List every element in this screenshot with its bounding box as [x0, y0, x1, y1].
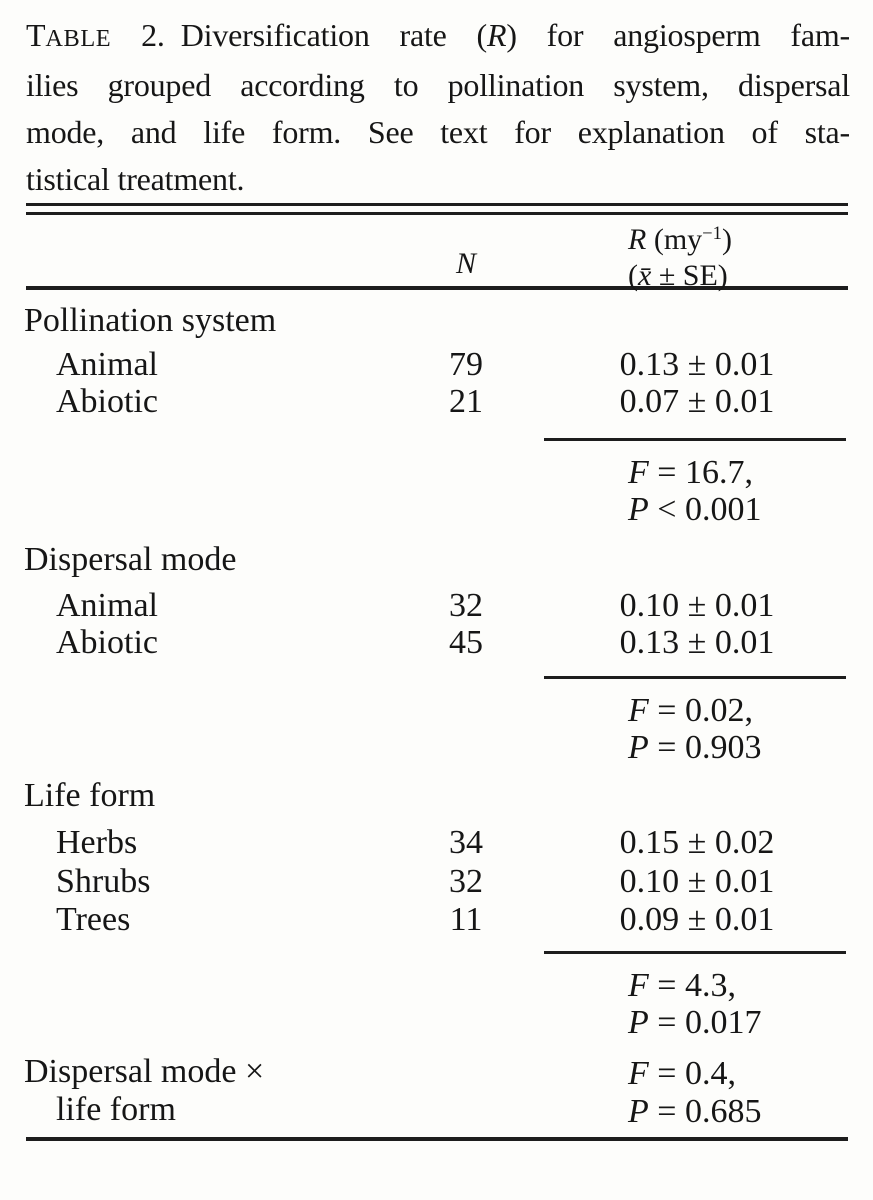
stat-p-value: < 0.001: [648, 491, 762, 528]
stat-p: [628, 491, 761, 529]
stat-f-value: = 4.3,: [648, 967, 736, 1004]
row-label: Abiotic: [56, 624, 158, 661]
table-label-initial: T: [26, 17, 46, 53]
stat-f-value: = 0.4,: [648, 1055, 736, 1092]
cell-n: 32: [449, 587, 483, 624]
row-label: Shrubs: [56, 863, 151, 900]
column-header-rate: [628, 224, 732, 292]
column-header-n: N: [455, 247, 476, 280]
caption-line-4: tistical treatment.: [26, 161, 245, 197]
stat-p: [628, 729, 761, 767]
stat-p-letter: P: [628, 729, 649, 766]
rate-header-line-1: [628, 224, 732, 260]
stat-f-letter: F: [628, 1055, 649, 1092]
stat-p: [628, 1093, 761, 1131]
table-row: [0, 824, 873, 862]
row-label: Animal: [56, 587, 158, 624]
caption-R-italic: R: [486, 17, 507, 53]
stat-f-value: = 16.7,: [648, 454, 753, 491]
stat-p-value: = 0.685: [648, 1093, 762, 1130]
cell-rate: 0.07 ± 0.01: [619, 383, 775, 420]
rate-header-exponent: −1: [702, 222, 722, 244]
stat-p-value: = 0.903: [648, 729, 762, 766]
stat-f-value: = 0.02,: [648, 692, 753, 729]
table-row: [0, 863, 873, 901]
section-title-interaction-line1: Dispersal mode ×: [24, 1053, 265, 1090]
stat-p-letter: P: [628, 491, 649, 528]
table-row: [0, 346, 873, 384]
rate-header-paren: (: [628, 259, 638, 292]
subtotal-rule: [544, 438, 846, 441]
caption-line-2: ilies grouped according to pollination system, dispersal: [26, 67, 850, 103]
row-label: Trees: [56, 901, 131, 938]
table-number: 2.: [111, 17, 165, 53]
rate-header-se: ± SE): [651, 259, 728, 292]
section-title-interaction-line2: life form: [56, 1091, 176, 1128]
stat-f-letter: F: [628, 454, 649, 491]
stat-f: [628, 1055, 736, 1093]
rate-header-unit: (my: [646, 223, 703, 256]
subtotal-rule: [544, 676, 846, 679]
row-label: Abiotic: [56, 383, 158, 420]
cell-n: 11: [449, 901, 483, 938]
rate-header-line-2: [628, 260, 732, 292]
table-row: [0, 624, 873, 662]
subtotal-rule: [544, 951, 846, 954]
cell-n: 45: [449, 624, 483, 661]
stat-p: [628, 1004, 761, 1042]
table-row: [0, 383, 873, 421]
cell-rate: 0.09 ± 0.01: [619, 901, 775, 938]
caption-line-1: [26, 12, 850, 62]
table-label-smallcaps: ABLE: [45, 25, 112, 52]
section-title-dispersal: Dispersal mode: [24, 541, 237, 578]
bottom-rule: [26, 1137, 848, 1141]
table-caption: [26, 12, 850, 203]
stat-f: [628, 692, 753, 730]
stat-f-letter: F: [628, 692, 649, 729]
cell-n: 34: [449, 824, 483, 861]
cell-rate: 0.13 ± 0.01: [619, 346, 775, 383]
cell-n: 32: [449, 863, 483, 900]
row-label: Herbs: [56, 824, 138, 861]
cell-rate: 0.10 ± 0.01: [619, 863, 775, 900]
cell-rate: 0.10 ± 0.01: [619, 587, 775, 624]
stat-f: [628, 454, 753, 492]
cell-rate: 0.15 ± 0.02: [619, 824, 775, 861]
stat-f: [628, 967, 736, 1005]
caption-line-3: mode, and life form. See text for explanation of sta-: [26, 114, 850, 150]
stat-p-letter: P: [628, 1093, 649, 1130]
cell-n: 79: [449, 346, 483, 383]
rate-header-close: ): [721, 223, 732, 256]
stat-p-value: = 0.017: [648, 1004, 762, 1041]
table-row: [0, 901, 873, 939]
caption-text: Diversification rate (: [180, 17, 487, 53]
cell-n: 21: [449, 383, 483, 420]
rate-header-xbar: x̄: [638, 259, 652, 292]
section-title-lifeform: Life form: [24, 777, 156, 814]
section-title-pollination: Pollination system: [24, 302, 277, 339]
cell-rate: 0.13 ± 0.01: [619, 624, 775, 661]
rate-header-R: R: [628, 223, 647, 256]
stat-p-letter: P: [628, 1004, 649, 1041]
stat-f-letter: F: [628, 967, 649, 1004]
row-label: Animal: [56, 346, 158, 383]
table-row: [0, 587, 873, 625]
top-double-rule: [26, 203, 848, 215]
caption-text-tail: ) for angiosperm fam-: [506, 17, 850, 53]
